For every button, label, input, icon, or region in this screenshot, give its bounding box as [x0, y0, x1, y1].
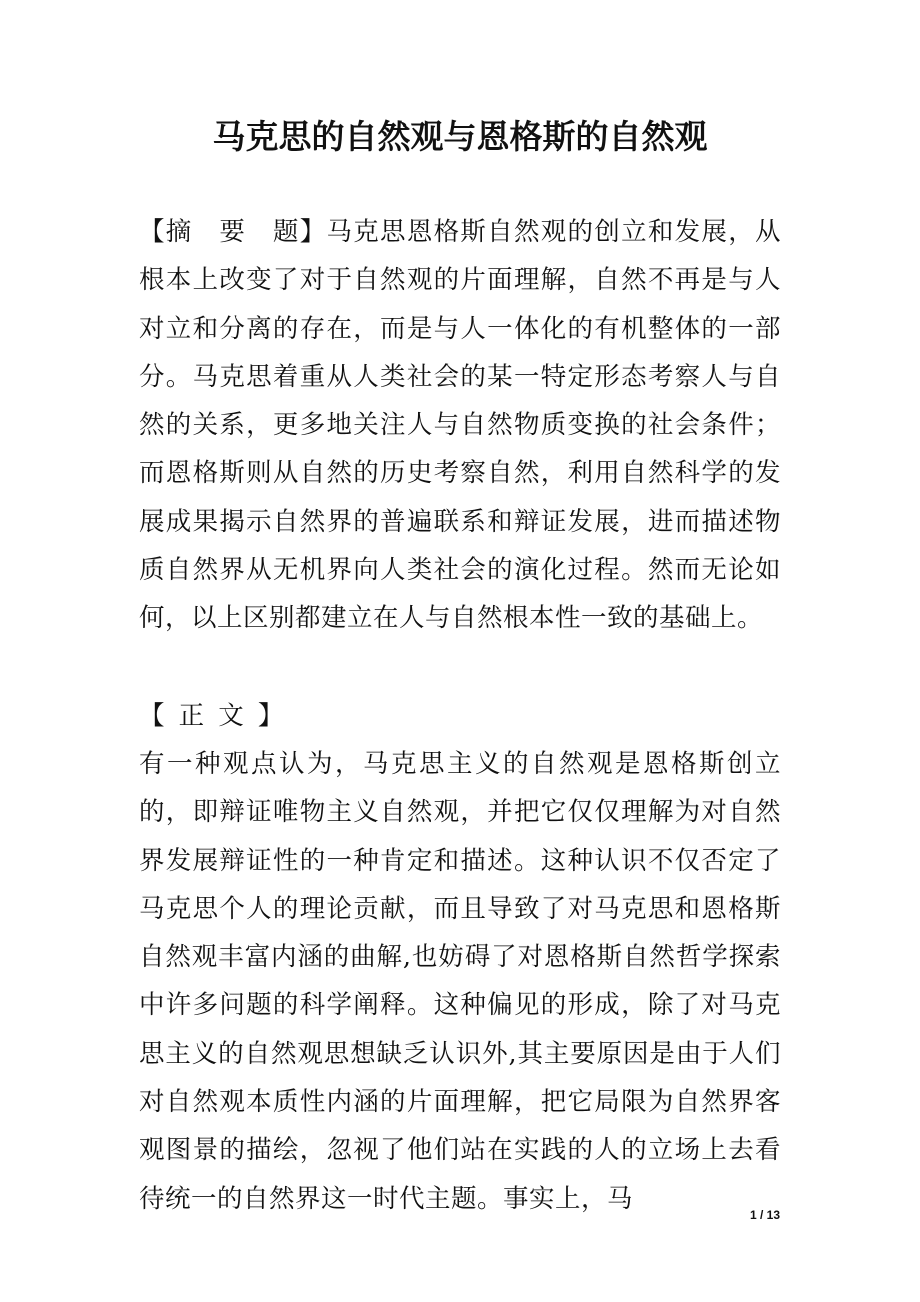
- document-title: 马克思的自然观与恩格斯的自然观: [212, 117, 708, 156]
- section-heading-main-text: 【 正 文 】: [139, 701, 284, 731]
- page-number: 1 / 13: [749, 1208, 780, 1222]
- abstract-label: 【摘 要 题】: [139, 217, 327, 247]
- body-paragraph: 有一种观点认为，马克思主义的自然观是恩格斯创立的，即辩证唯物主义自然观，并把它仅仅理解为对自然界发展辩证性的一种肯定和描述。这种认识不仅否定了马克思个人的理论贡献，而且导致了对马克思和恩格斯自然观丰富内涵的曲解,也妨碍了对恩格斯自然哲学探索中许多问题的科学阐释。这种偏见的形成，除了对马克思主义的自然观思想缺乏认识外,其主要原因是由于人们对自然观本质性内涵的片面理解，把它局限为自然界客观图景的描绘，忽视了他们站在实践的人的立场上去看待统一的自然界这一时代主题。事实上，马: [139, 749, 781, 1214]
- abstract-text: 马克思恩格斯自然观的创立和发展，从根本上改变了对于自然观的片面理解，自然不再是与人对立和分离的存在，而是与人一体化的有机整体的一部分。马克思着重从人类社会的某一特定形态考察人与自然的关系，更多地关注人与自然物质变换的社会条件；而恩格斯则从自然的历史考察自然，利用自然科学的发展成果揭示自然界的普遍联系和辩证发展，进而描述物质自然界从无机界向人类社会的演化过程。然而无论如何，以上区别都建立在人与自然根本性一致的基础上。: [139, 217, 781, 634]
- abstract-paragraph: [139, 208, 781, 643]
